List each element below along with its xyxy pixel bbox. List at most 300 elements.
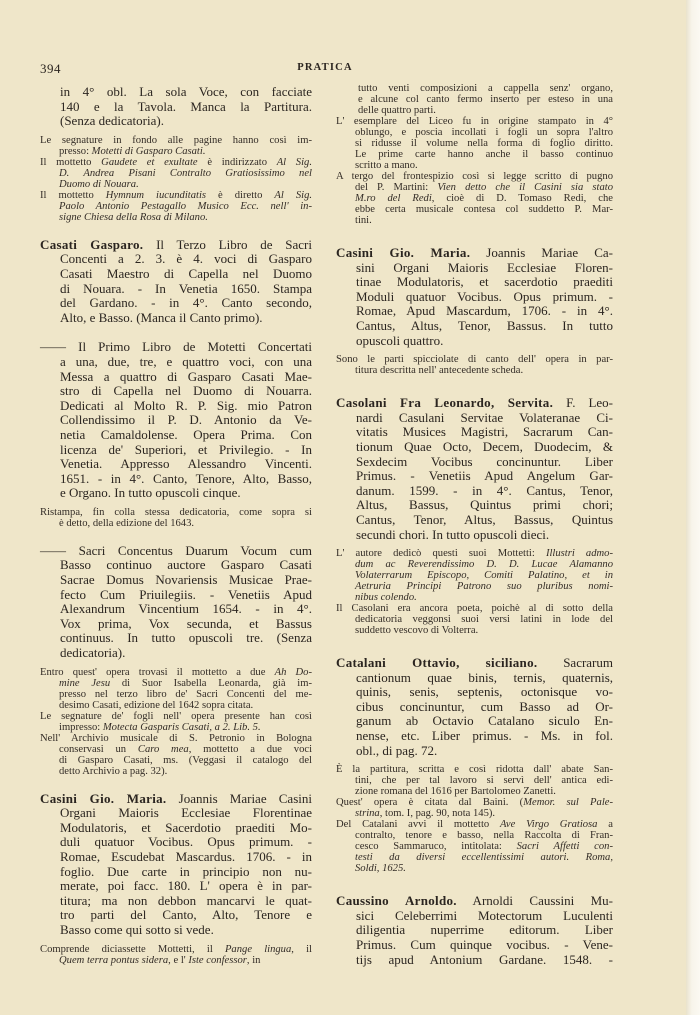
text-line [336,116,613,127]
text: Basso continuo auctore Gasparo Casati [60,557,312,573]
page-number: 394 [40,61,61,76]
text: Messa a quattro di Gasparo Casati Mae- [60,368,312,384]
text: scritto a mano. [355,160,418,171]
text: Cantus, Altus, Tenor, Bassus. In tutto [356,317,613,333]
text-line [336,182,613,193]
entry-heading: Casolani Fra Leonardo, Servita. [336,395,554,411]
text-line [336,484,613,499]
text-line [40,168,312,179]
text: titura descritta nell' antecedente scheda. [355,365,524,377]
text: Le prime carte hanno anche il basso continuo [355,149,613,160]
text: Ristampa, fin colla stessa dedicatoria, come sopra si [40,506,312,518]
text-line [40,399,312,414]
text-line [40,135,312,146]
text: Comprende diciassette Mottetti, il [40,943,225,955]
text: tini, che per tal lavoro si servì dell' antica edi- [355,775,613,787]
text: a una, due, tre, e quattro voci, con una [60,353,312,369]
text-line [336,105,613,116]
text-line [336,625,613,636]
text: L' autore dedicò questi suoi Mottetti: [336,548,546,560]
text: del P. Martini: [355,182,438,193]
text-line [336,425,613,440]
text: delle quattro parti. [358,105,436,116]
text: conservasi un [59,743,138,755]
italic-text: signe Chiesa della Rosa di Milano. [59,211,208,223]
footnote [336,116,613,171]
text-line [336,570,613,581]
italic-text: Iste confessor [188,954,247,966]
text-line [40,296,312,311]
text: Alexandrum Vincentium 1654. - in 4°. [60,601,312,617]
text: tijs apud Antonium Gardane. 1548. - [356,951,613,967]
text-line [336,714,613,729]
text: A tergo del frontespizio così si legge scritto di pugno [336,171,613,182]
text: Il mottetto [40,156,102,168]
text: (Senza dedicatoria). [60,113,164,129]
text-line [40,85,312,100]
text-line [336,744,613,759]
text: Venetia. Appresso Alessandro Vincenti. [60,456,312,472]
text: Del Catalani avvi il mottetto [336,819,500,831]
text-line [40,894,312,909]
text: impresso: [59,721,103,733]
text-line [40,252,312,267]
left-column [40,85,312,966]
text-line [336,396,613,411]
text: tro parti del Canto, Alto, Tenore e [60,907,312,923]
italic-text: Aetruria Principi Patrono suo pluribus nomi- [355,581,613,593]
text: dedicatoria). [60,645,126,661]
text-line [40,201,312,212]
text: Sacrarum [537,655,614,671]
text-line [40,428,312,443]
text: Joannis Mariae Casini [166,790,312,806]
text-line [40,573,312,588]
italic-text: Volaterrarum Episcopo, Comiti Palatino, et in [355,570,613,582]
text-line [40,955,312,966]
text-line [40,507,312,518]
text: cantionum quae binis, ternis, quaternis, [356,669,613,685]
footnote [40,944,312,966]
text: sici Celeberrimi Motectorum Luculenti [356,907,613,923]
text: L' esemplare del Liceo fu in origine stampato in 4° [336,116,613,127]
footnote [40,507,312,529]
text-line [40,821,312,836]
text-line [336,775,613,786]
text-line [336,204,613,215]
text-line [40,792,312,807]
italic-text: M.ro del Redi [355,193,432,204]
text-line [336,275,613,290]
right-column [336,83,613,967]
footnote [336,797,613,819]
running-head: PRATICA [297,62,353,73]
footnote [40,733,312,777]
text: continuus. In tutto opuscoli tre. (Senza [60,630,312,646]
text: di Gasparo Casati, ms. (Veggasi il catalogo del [59,754,312,766]
text: Collendissimo il P. D. Antonio da Ve- [60,412,312,428]
italic-text: mine Jesu [59,677,111,689]
footnote [336,603,613,636]
text: a [597,819,613,831]
text: Cantus, Tenor, Altus, Bassus, Quintus [356,511,613,527]
text-line [336,304,613,319]
text: zione romana del 1616 per Bartolomeo Zanetti. [355,786,556,798]
text: Sexdecim Vocibus concinuntur. Liber [356,453,613,469]
text: Moduli quatuor Vocibus. Opus primum. - [356,288,613,304]
text-line [336,685,613,700]
text-line [40,486,312,501]
text: e alcune col canto fermo inserto per esteso in una [358,94,613,105]
text-line [336,797,613,808]
text: Sacrae Domus Novariensis Musicae Prae- [60,572,312,588]
text: obl., di pag. 72. [356,742,438,758]
text-line [336,365,613,376]
text: Il mottetto [40,189,106,201]
text-line [336,938,613,953]
text-line [40,944,312,955]
footnote [40,711,312,733]
entry-heading: Casini Gio. Maria. [40,790,167,806]
text-line [336,246,613,261]
text: sini Organi Maioris Ecclesiae Floren- [356,259,613,275]
text-line [336,319,613,334]
entry-heading: Casini Gio. Maria. [336,245,471,260]
italic-text: Vien detto che il Casini sia stato [437,182,613,193]
footnote [336,548,613,603]
text-line [40,879,312,894]
text-line [40,340,312,355]
text-line [336,656,613,671]
text-line [336,729,613,744]
text-line [336,83,613,94]
entry-heading: Caussino Arnoldo. [336,893,457,909]
italic-text: Ave Virgo Gratiosa [499,819,598,831]
text: Organi Maioris Ecclesiae Florentinae [60,805,312,821]
text: Le segnature de' fogli nell' opera presente han così [40,710,312,722]
catalog-entry [40,340,312,501]
text-line [40,190,312,201]
text: Altus, Bassus, Quintus primi chori; [356,497,613,513]
text-line [40,631,312,646]
text-line [336,841,613,852]
text-line [40,602,312,617]
text: suddetto vescovo di Volterra. [355,625,479,637]
text-line [336,819,613,830]
text: Il Casolani era ancora poeta, poichè al di sotto della [336,603,613,615]
text-line [40,457,312,472]
text-line [40,311,312,326]
text-line [336,469,613,484]
text: fecto Cum Priuilegiis. - Venetiis Apud [60,586,312,602]
text: si ridusse il volume nella forma di foglio diritto. [355,138,613,149]
text: è diretto [206,189,275,201]
text-line [40,544,312,559]
text-line [336,94,613,105]
text: in 4° obl. La sola Voce, con facciate [60,84,312,99]
italic-text: Memor. sul Pale- [523,797,614,809]
text: desimo Casati, edizione del 1642 sopra citata. [59,699,254,711]
text-line [336,215,613,226]
text: Vox prima, Vox secunda, et Bassus [60,615,312,631]
text-line [40,908,312,923]
text: del Gardano. - in 4°. Canto secondo, [60,295,312,311]
text-line [40,678,312,689]
text: cibus concinuntur, cum Basso ad Or- [356,698,613,714]
text-line [40,755,312,766]
italic-text: Motecta Gasparis Casati, a 2. Lib. 5. [102,721,261,733]
text-line [40,370,312,385]
text: foglio. Due carte in principio non nu- [60,863,312,879]
footnote [336,764,613,797]
text: Quest' opera è citata dal Baini. ( [336,797,524,809]
text: presso nel terzo libro de' Sacri Concenti del me- [59,688,312,700]
text: opuscoli quattro. [356,332,444,348]
text-line [336,863,613,874]
text-line [40,689,312,700]
italic-text: Duomo di Nouara. [59,178,139,190]
text: dedicatoria veggonsi suoi versi latini in lode del [355,614,613,626]
text-line [40,766,312,777]
text-line [40,667,312,678]
text-line [40,700,312,711]
text: 140 e la Tavola. Manca la Partitura. [60,98,312,114]
text: titura; ma non debbon mancarvi le quat- [60,892,312,908]
italic-text: Illustri admo- [545,548,614,560]
text-line [336,528,613,543]
footnote [40,157,312,190]
text: Joannis Mariae Ca- [470,245,613,260]
text-line [40,100,312,115]
text: Concenti a 2. 3. è 4. voci di Gasparo [60,251,312,267]
text-line [336,808,613,819]
text: detto Archivio a pag. 32). [59,765,168,777]
text-line [336,138,613,149]
catalog-entry [336,656,613,758]
text-line [336,149,613,160]
text-line [336,455,613,470]
text-line [336,786,613,797]
text-line [40,646,312,661]
text-line [336,603,613,614]
text-line [40,157,312,168]
text-line [336,290,613,305]
text-line [40,617,312,632]
text-line [336,614,613,625]
italic-text: Paolo Antonio Pestagallo Musico Ecc. nell' in- [59,200,312,212]
text: F. Leo- [553,395,613,411]
text: Romae, Escudebat Mascardus. 1706. - in [60,849,312,864]
text: nense, etc. Liber primus. - Ms. in fol. [356,728,613,744]
catalog-entry [336,894,613,967]
text-line [40,472,312,487]
text: tinae Modulatoris, et sacerdotio praediti [356,274,613,290]
text-line [336,764,613,775]
text: è detto, della edizione del 1643. [59,517,195,529]
text-line [336,160,613,171]
text-line [40,114,312,129]
text: , cioè di D. Tomaso Redi, che [431,193,613,204]
text-line [40,518,312,529]
text: stro di Capella nel Duomo di Nouarra. [60,383,312,399]
text: Modulatoris, et Sacerdotio praediti Mo- [60,819,312,835]
text: Primus. - Venetiis Apud Angelum Gar- [356,468,613,484]
text: , mottetto a due voci [188,743,313,755]
text-line [336,581,613,592]
text-line [40,355,312,370]
text: ganum ab Octavio Catalano siculo En- [356,713,613,729]
text-line [336,852,613,863]
text: Entro quest' opera trovasi il mottetto a due [40,666,275,678]
catalog-entry [40,792,312,938]
footnote [40,190,312,223]
text-line [336,830,613,841]
page-edge [686,0,700,1015]
entry-heading: Casati Gasparo. [40,236,144,252]
text-line [336,953,613,968]
text: Nell' Archivio musicale di S. Petronio in Bologna [40,732,312,744]
text-line [336,894,613,909]
text: 1651. - in 4°. Canto, Tenore, Alto, Basso, [60,470,312,486]
text: netia Camaldolense. Opera Prima. Con [60,426,312,442]
italic-text: Motetti di Gasparo Casati. [91,145,206,157]
italic-text: Soldi, 1625. [355,863,406,875]
text-line [40,558,312,573]
text-line [40,413,312,428]
italic-text: strina [355,808,380,820]
text-line [336,334,613,349]
text: ebbe certa musicale contesa col suddetto P. Mar- [355,204,613,215]
text: È la partitura, scritta e così ridotta dall' abate San- [336,764,613,776]
text-line [336,440,613,455]
text: licenza de' Superiori, et Privilegio. - In [60,441,312,457]
text: oblungo, e poscia incollati i fogli un sopra l'altro [355,127,613,138]
italic-text: Al Sig. [276,156,312,168]
text-line [40,806,312,821]
text-line [40,711,312,722]
italic-text: testi da diversi eccellentissimi autori. Roma, [355,852,613,864]
italic-text: Caro mea [137,743,189,755]
text: di Suor Isabella Leonarda, già im- [110,677,312,689]
text: contralto, tenore e basso, nella Raccolta di Fran- [355,830,613,842]
text: merate, poi facc. 180. L' opera è in par- [60,878,312,894]
text: Sono le parti spicciolate di canto dell' opera in par- [336,354,613,366]
text-line [336,171,613,182]
italic-text: dum ac Reverendissimo D. D. Lucae Alamanno [355,559,613,571]
text: danum. 1599. - in 4°. Cantus, Tenor, [356,482,613,498]
text: tionum Quae Octo, Decem, Duodecim, & [356,438,613,454]
text-line [336,354,613,365]
text-line [40,238,312,253]
text: presso: [59,145,92,157]
text-line [40,835,312,850]
text-line [40,744,312,755]
footnote [336,354,613,376]
text: —— Il Primo Libro de Motetti Concertati [40,339,312,355]
text: duli quatuor Vocibus. Opus primum. - [60,834,312,850]
text: —— Sacri Concentus Duarum Vocum cum [40,542,312,558]
text: Primus. Cum quinque vocibus. - Vene- [356,937,613,953]
text: , il [291,943,312,955]
italic-text: Quem terra pontus sidera [59,954,169,966]
text-line [336,548,613,559]
text: tini. [355,215,372,226]
text-line [40,146,312,157]
text-line [40,212,312,223]
text: , in [246,954,261,966]
text: è indirizzato [197,156,277,168]
catalog-entry [40,544,312,661]
italic-text: Hymnum iucunditatis [105,189,207,201]
text-line [336,671,613,686]
footnote [336,83,613,116]
text-line [336,909,613,924]
text-line [336,513,613,528]
italic-text: Ah Do- [274,666,312,678]
entry-continuation [40,85,312,129]
text-line [336,559,613,570]
italic-text: Gaudete et exultate [101,156,198,168]
italic-text: Al Sig. [274,189,313,201]
text: Alto, e Basso. (Manca il Canto primo). [60,309,263,325]
text-line [40,179,312,190]
italic-text: Sacri Affetti con- [516,841,613,853]
text: , tom. I, pag. 90, nota 145). [379,808,496,820]
text-line [40,267,312,282]
footnote [336,819,613,874]
text: e Organo. In tutto opuscoli cinque. [60,485,241,501]
footnote [40,135,312,157]
text-line [336,592,613,603]
catalog-entry [336,246,613,348]
text-line [40,384,312,399]
text-line [336,411,613,426]
text: Arnoldi Caussini Mu- [456,893,613,909]
text-line [40,733,312,744]
footnote [336,171,613,226]
italic-text: Pange lingua [224,943,292,955]
text-line [40,865,312,880]
entry-heading: Catalani Ottavio, siciliano. [336,655,538,671]
text: Romae, Apud Mascardum, 1706. - in 4°. [356,303,613,319]
text-line [40,850,312,865]
italic-text: D. Andrea Pisani Contralto Gratiosissimo nel [59,167,312,179]
text: diligentia nuperrime editorum. Liber [356,922,613,938]
italic-text: nibus colendo. [355,592,417,604]
text-line [40,923,312,938]
text-line [40,443,312,458]
text-line [336,261,613,276]
text-line [40,588,312,603]
text-line [40,722,312,733]
text: nardi Casulani Servitae Volateranae Ci- [356,409,613,425]
text: Dedicati al Molto R. P. Sig. mio Patron [60,397,312,413]
text-line [336,700,613,715]
text: di Nouara. - In Venetia 1650. Stampa [60,280,312,296]
text-line [336,193,613,204]
catalog-entry [336,396,613,542]
text: Le segnature in fondo alle pagine hanno così im- [40,134,312,146]
text-line [336,923,613,938]
catalog-entry [40,238,312,326]
text: Basso come qui sotto si vede. [60,921,214,937]
text-line [336,127,613,138]
text: Il Terzo Libro de Sacri [143,236,312,252]
text: Casati Maestro di Capella nel Duomo [60,265,312,281]
text: secundi chori. In tutto opuscoli dieci. [356,526,550,542]
text: tutto venti composizioni a cappella senz' organo, [358,83,613,94]
text: cesco Sammaruco, intitolata: [355,841,517,853]
